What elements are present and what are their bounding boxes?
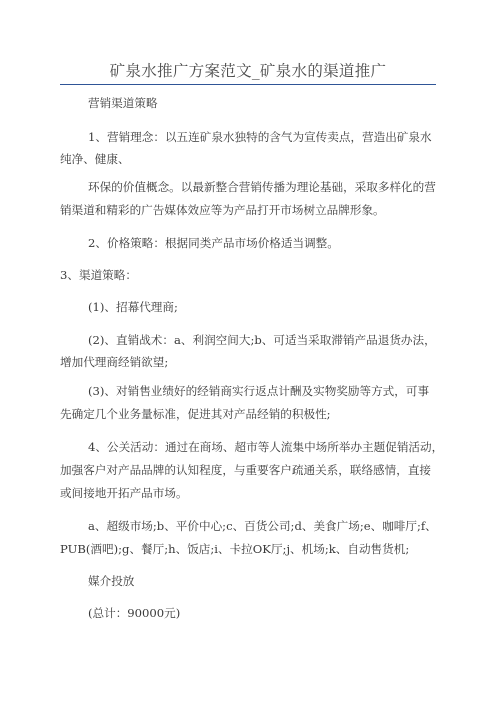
paragraph-line: 纯净、健康、 — [60, 152, 130, 166]
document-title: 矿泉水推广方案范文_矿泉水的渠道推广 — [109, 62, 387, 80]
paragraph-line: 2、价格策略：根据同类产品市场价格适当调整。 — [88, 236, 339, 250]
title-divider — [60, 84, 436, 85]
paragraph-line: 3、渠道策略： — [60, 268, 137, 282]
paragraph-line: 媒介投放 — [88, 574, 135, 588]
paragraph-line: 环保的价值概念。以最新整合营销传播为理论基础，采取多样化的营 — [88, 180, 436, 194]
paragraph-line: 1、营销理念：以五连矿泉水独特的含气为宣传卖点，营造出矿泉水 — [88, 130, 432, 144]
paragraph-line: PUB(酒吧);g、餐厅;h、饭店;i、卡拉OK厅;j、机场;k、自动售货机; — [60, 542, 410, 556]
paragraph-line: (1)、招幕代理商; — [88, 300, 178, 314]
paragraph-line: 增加代理商经销欲望; — [60, 355, 169, 369]
paragraph-line: 加强客户对产品品牌的认知程度，与重要客户疏通关系，联络感情，直接 — [60, 463, 432, 477]
paragraph-line: 销渠道和精彩的广告媒体效应等为产品打开市场树立品牌形象。 — [60, 203, 385, 217]
paragraph-line: 营销渠道策略 — [88, 96, 158, 110]
paragraph-line: (2)、直销战术：a、利润空间大;b、可适当采取滞销产品退货办法， — [88, 333, 436, 347]
paragraph-line: (总计：90000元) — [88, 606, 181, 620]
paragraph-line: a、超级市场;b、平价中心;c、百货公司;d、美食广场;e、咖啡厅;f、 — [88, 519, 437, 533]
paragraph-line: 先确定几个业务量标准，促进其对产品经销的积极性; — [60, 407, 331, 421]
paragraph-line: (3)、对销售业绩好的经销商实行返点计酬及实物奖励等方式，可事 — [88, 384, 430, 398]
paragraph-line: 或间接地开拓产品市场。 — [60, 486, 188, 500]
paragraph-line: 4、公关活动：通过在商场、超市等人流集中场所举办主题促销活动， — [88, 440, 444, 454]
